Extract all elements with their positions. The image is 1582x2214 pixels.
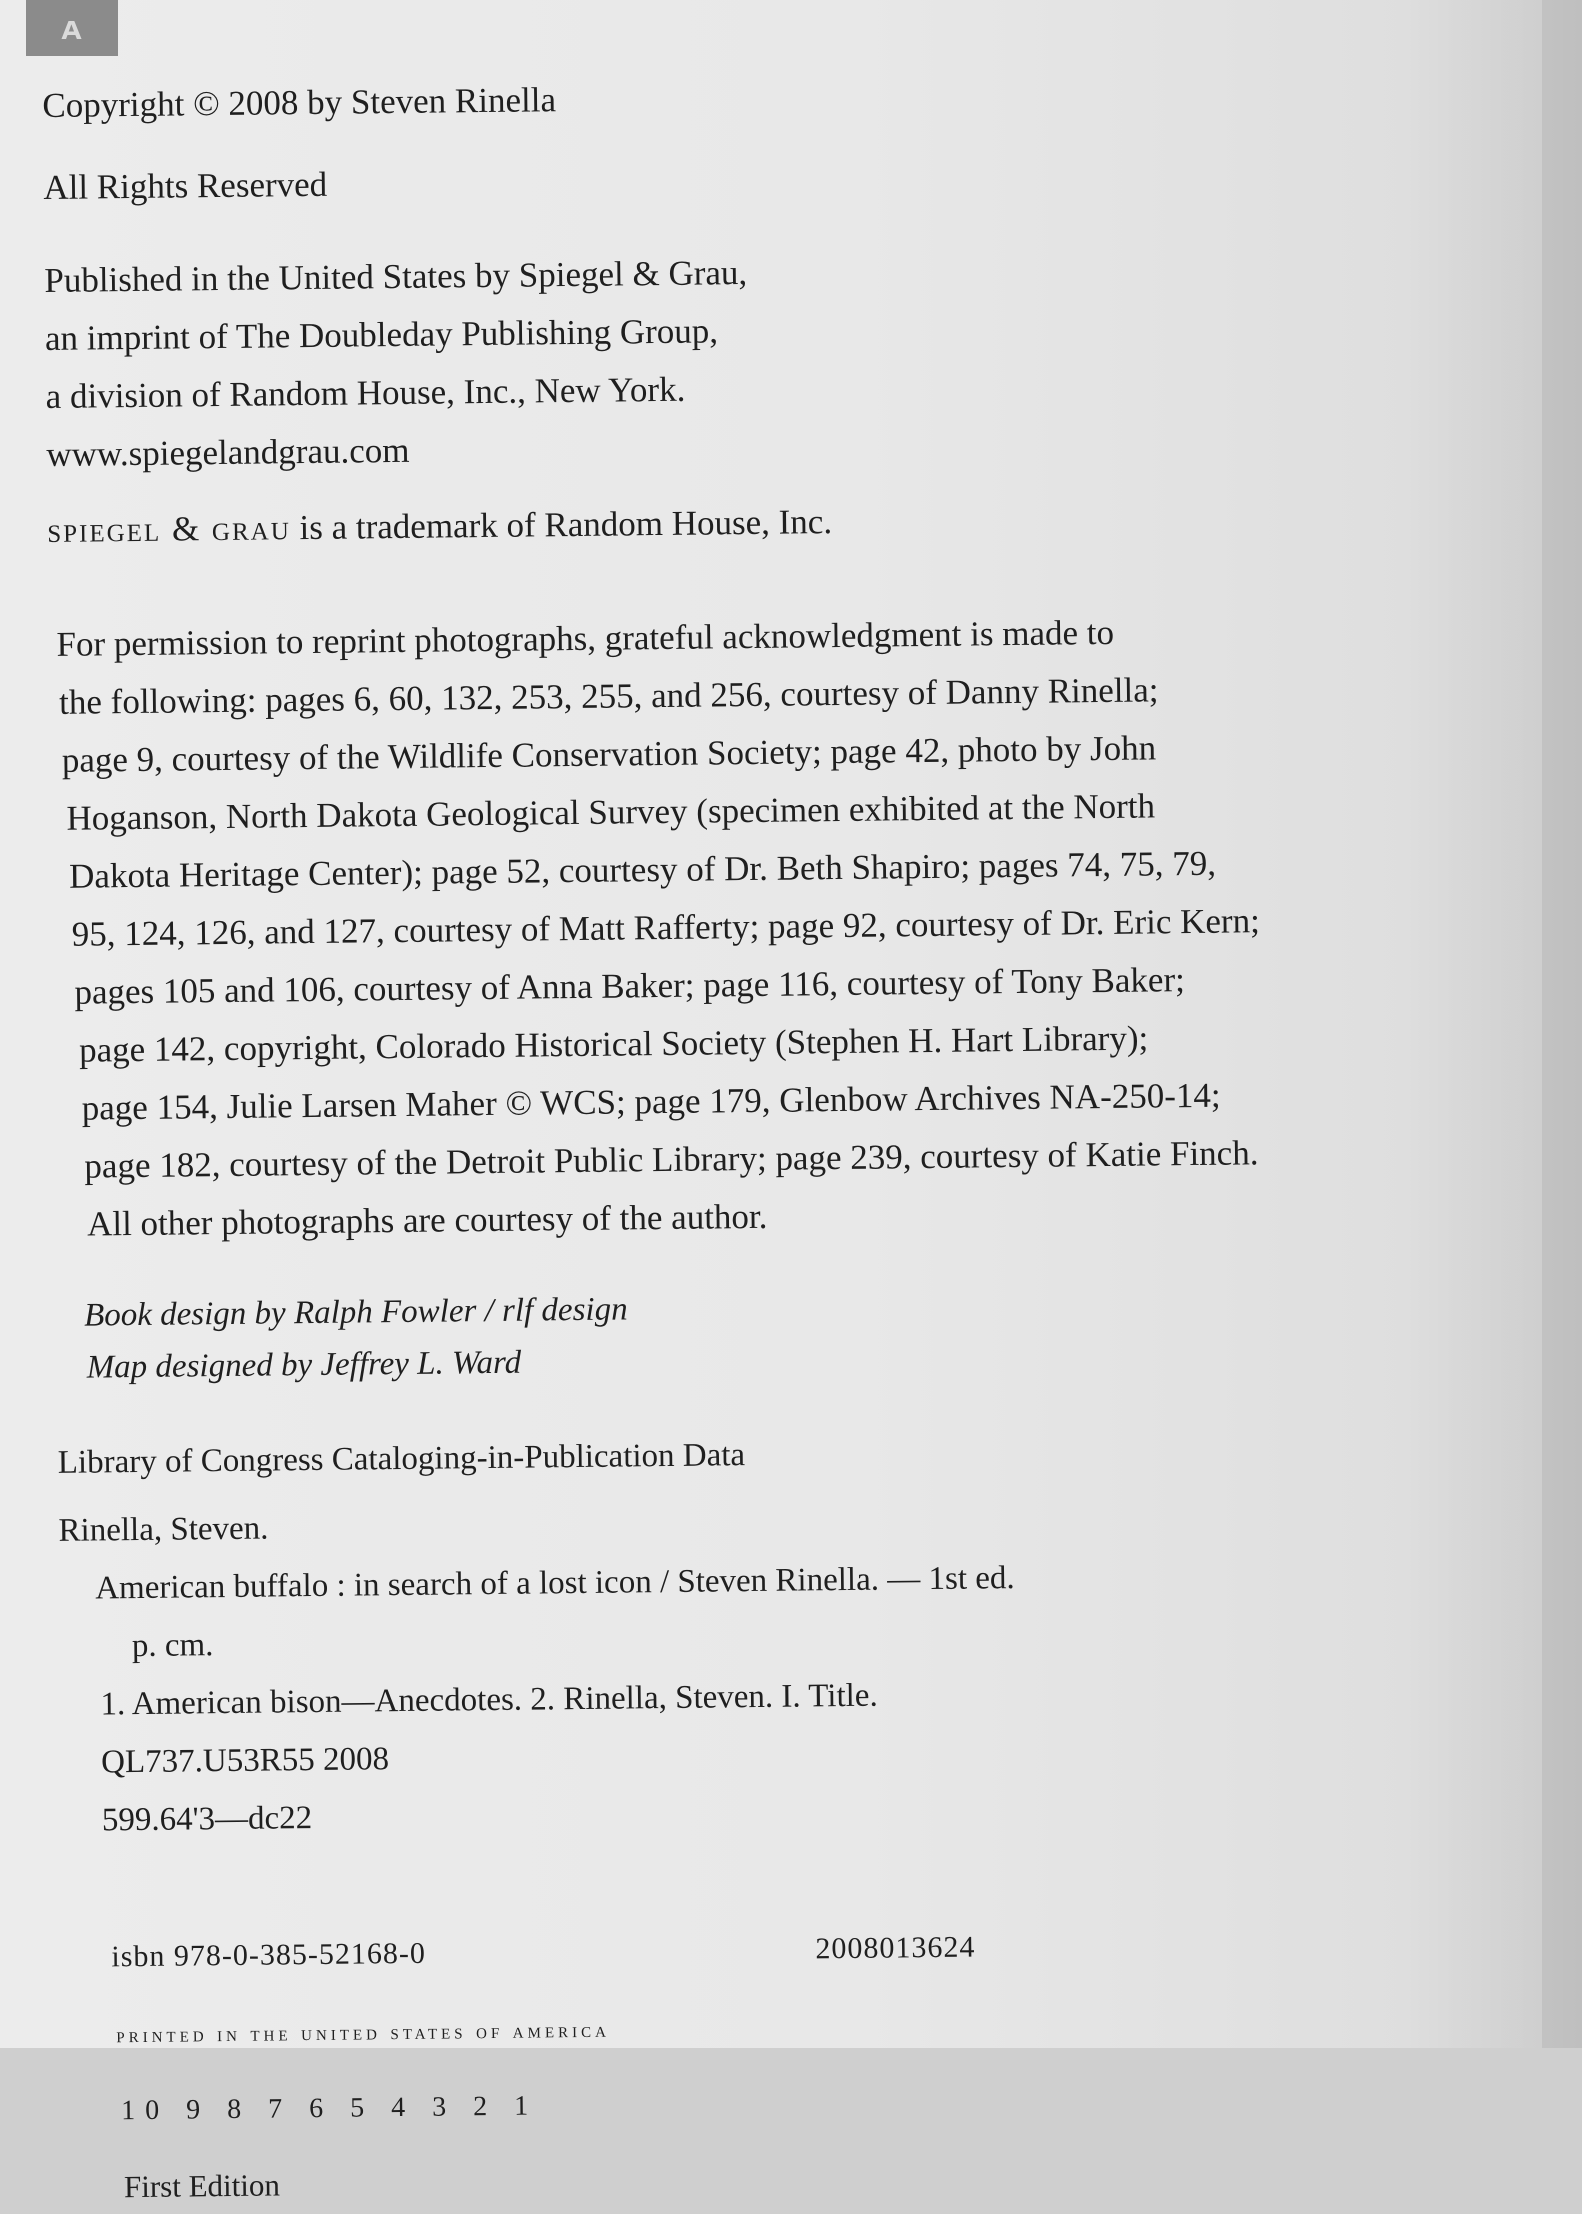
copyright-page-content [42, 57, 1366, 2214]
cip-call-number: QL737.U53R55 2008 [100, 1741, 390, 1781]
edition: First Edition [123, 2167, 281, 2205]
publisher-line: an imprint of The Doubleday Publishing Group, [44, 311, 719, 358]
trademark-name: spiegel & grau [46, 508, 291, 550]
lccn: 2008013624 [815, 1930, 976, 1966]
permission-line: page 154, Julie Larsen Maher © WCS; page 179, Glenbow Archives NA-250-14; [81, 1075, 1221, 1128]
permission-line: page 142, copyright, Colorado Historical Society (Stephen H. Hart Library); [78, 1018, 1149, 1070]
printed-in: printed in the united states of america [116, 2016, 611, 2048]
isbn-row [63, 1915, 1364, 1986]
permission-line: All other photographs are courtesy of the author. [86, 1196, 768, 1244]
publisher-line: Published in the United States by Spiegel & Grau, [44, 253, 748, 300]
design-credits [56, 1275, 1357, 1394]
permission-line: page 182, courtesy of the Detroit Public Library; page 239, courtesy of Katie Finch. [84, 1133, 1259, 1186]
permission-line: pages 105 and 106, courtesy of Anna Baker; page 116, courtesy of Tony Baker; [74, 960, 1186, 1012]
publisher-logo: ᴀ [26, 0, 118, 56]
isbn: isbn 978-0-385-52168-0 [111, 1936, 427, 1974]
rights-notice: All Rights Reserved [43, 164, 328, 207]
map-design-credit: Map designed by Jeffrey L. Ward [86, 1344, 522, 1386]
trademark-notice [47, 487, 1348, 560]
cip-author: Rinella, Steven. [58, 1510, 269, 1549]
publisher-website: www.spiegelandgrau.com [46, 430, 410, 474]
cip-pcm: p. cm. [131, 1627, 214, 1665]
cataloging-data [57, 1419, 1362, 1850]
trademark-text: is a trademark of Random House, Inc. [290, 502, 833, 548]
cip-subjects: 1. American bison—Anecdotes. 2. Rinella, Steven. I. Title. [100, 1677, 878, 1723]
permission-line: Dakota Heritage Center); page 52, courtesy of Dr. Beth Shapiro; pages 74, 75, 79, [68, 843, 1217, 896]
publisher-info [44, 237, 1347, 484]
cip-dewey: 599.64'3—dc22 [101, 1800, 313, 1839]
cip-title: American buffalo : in search of a lost icon / Steven Rinella. — 1st ed. [95, 1560, 1015, 1607]
permission-line: 95, 124, 126, and 127, courtesy of Matt Rafferty; page 92, courtesy of Dr. Eric Kern; [71, 901, 1261, 954]
copyright-notice: Copyright © 2008 by Steven Rinella [42, 80, 557, 125]
permission-line: the following: pages 6, 60, 132, 253, 255, and 256, courtesy of Danny Rinella; [58, 670, 1159, 722]
book-design-credit: Book design by Ralph Fowler / rlf design [83, 1291, 628, 1334]
cip-heading: Library of Congress Cataloging-in-Publication Data [57, 1437, 746, 1481]
permission-line: page 9, courtesy of the Wildlife Conservation Society; page 42, photo by John [61, 728, 1157, 780]
printing-line: 10 9 8 7 6 5 4 3 2 1 [120, 2090, 539, 2127]
photo-permissions [48, 601, 1355, 1254]
permission-line: For permission to reprint photographs, grateful acknowledgment is made to [56, 612, 1115, 664]
permission-line: Hoganson, North Dakota Geological Survey (specimen exhibited at the North [66, 786, 1156, 838]
publisher-line: a division of Random House, Inc., New York. [45, 369, 686, 416]
